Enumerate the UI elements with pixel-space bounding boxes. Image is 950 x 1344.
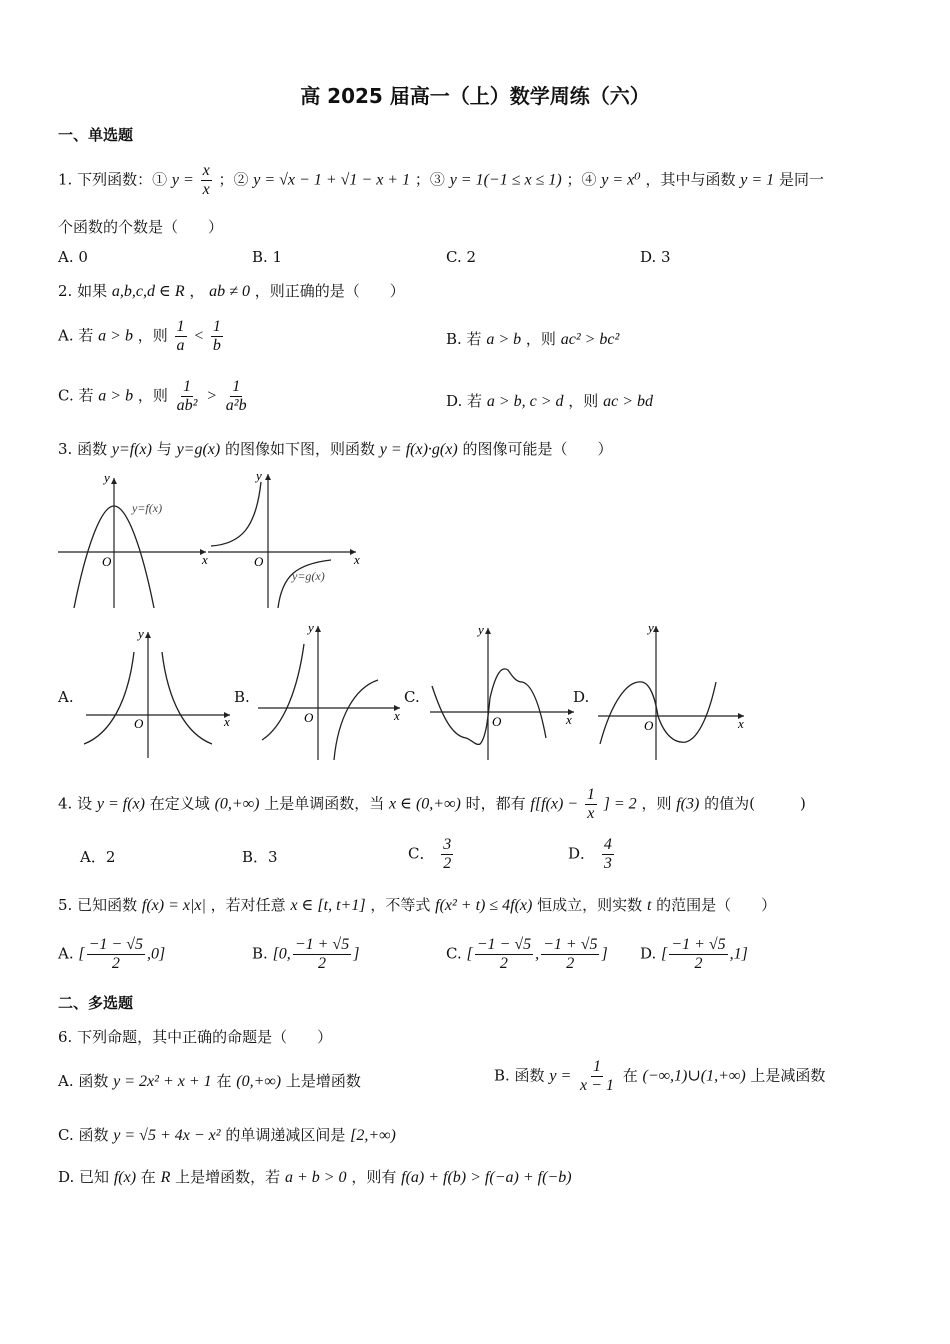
q1-option-c: C. 2: [446, 248, 477, 266]
q2-c-prefix: C. 若: [58, 386, 94, 405]
q5-cond: x ∈ [t, t+1]: [290, 897, 366, 914]
opt-a-left-branch: [84, 652, 134, 744]
opt-d-x-label: x: [738, 716, 744, 731]
q2-c-n1: 1: [183, 378, 192, 395]
q5-text5: 的范围是（ ）: [656, 896, 777, 914]
q3-given-graphs: [56, 468, 366, 613]
q1-f1-den: x: [202, 181, 210, 198]
q5-b-frac: [293, 936, 351, 973]
q5-c-d1: 2: [499, 955, 508, 972]
q2-a-n2: 1: [212, 318, 221, 335]
q2-a-d2: b: [212, 337, 221, 354]
question-1: [58, 162, 824, 199]
q1-f1-frac: [201, 162, 212, 199]
q4-option-a: A．2: [80, 848, 116, 866]
opt-b-y-label: y: [308, 620, 314, 635]
q5-d-tail: ,1]: [729, 945, 748, 963]
opt-b-origin: O: [304, 710, 314, 725]
q5-ineq: f(x² + t) ≤ 4f(x): [435, 897, 533, 914]
opt-d-origin: O: [644, 718, 654, 733]
graph-f-origin: O: [102, 554, 112, 569]
q5-b-tail: ]: [353, 945, 360, 963]
q6-a-prefix: A. 函数: [58, 1072, 109, 1090]
q5-d-frac: [669, 936, 727, 973]
q2-a-prefix: A. 若: [58, 326, 94, 345]
opt-d-y-label: y: [648, 620, 654, 635]
q6-d-cond: a + b > 0: [284, 1169, 347, 1186]
opt-b-x-label: x: [394, 708, 400, 723]
q2-d-mid: ，则: [568, 392, 599, 410]
q2-a-cond: a > b: [98, 327, 133, 345]
q5-text3: ，不等式: [370, 896, 431, 914]
q4-text2: 在定义域: [149, 794, 210, 813]
q5-d-label: D.: [640, 944, 657, 963]
q2-b-res: ac² > bc²: [560, 331, 620, 348]
q5-c-d2: 2: [566, 955, 575, 972]
q2-d-prefix: D. 若: [446, 392, 483, 410]
page-title: 高 2025 届高一（上）数学周练（六）: [300, 84, 650, 108]
q6-a-mid: 在: [216, 1072, 232, 1090]
q5-option-b: [252, 936, 359, 973]
q1-option-b: B. 1: [252, 248, 283, 266]
graph-f-y-label: y: [104, 470, 110, 485]
q5-option-a: A. [ $\frac{-1 - √5}{2}$ ,0]: [58, 936, 166, 972]
q1-sep: ；②: [218, 170, 249, 189]
q4-eq-d: x: [587, 805, 595, 822]
q4-eq-n: 1: [586, 786, 595, 803]
graph-g-x-label: x: [354, 552, 360, 567]
q3-g: y=g(x): [176, 441, 221, 458]
graph-g-y-label: y: [256, 468, 262, 483]
q6-b-frac: [578, 1058, 616, 1095]
q5-c-frac2: [541, 936, 599, 973]
q5-text2: ，若对任意: [210, 896, 286, 914]
graph-g-origin: O: [254, 554, 264, 569]
q6-option-b: [494, 1058, 825, 1095]
q6-b-d: x − 1: [580, 1077, 614, 1094]
q1-sep2: ；③: [414, 170, 445, 189]
q6-b-mid: 在: [622, 1066, 638, 1085]
q2-a-d1: a: [176, 337, 185, 354]
q4-c-frac: [441, 836, 453, 873]
q5-text4: 恒成立，则实数: [537, 896, 643, 914]
q1-f1-num: x: [202, 162, 210, 179]
q6-d-mid3: ，则有: [351, 1168, 397, 1186]
q2-cond: ab ≠ 0: [209, 283, 250, 300]
q2-a-op: <: [193, 327, 205, 345]
opt-a-y-label: y: [138, 626, 144, 641]
q6-option-d: [58, 1166, 572, 1187]
q1-f4: y = x⁰: [601, 171, 641, 189]
q4-c-d: 2: [443, 855, 452, 872]
q1-sep3: ；④: [566, 170, 597, 189]
q3-text3: 的图像可能是（ ）: [462, 440, 613, 458]
q2-d-cond: a > b, c > d: [486, 393, 564, 410]
q4-d-d: 3: [603, 855, 612, 872]
opt-c-origin: O: [492, 714, 502, 729]
opt-c-y-arrow: [485, 628, 491, 634]
q1-f1: y =: [171, 171, 194, 189]
q1-f3: y = 1(−1 ≤ x ≤ 1): [449, 171, 562, 189]
question-3: [58, 438, 612, 459]
q2-option-b: [446, 328, 619, 349]
q5-a-tail: ,0]: [147, 945, 166, 963]
q2-option-a: [58, 318, 225, 355]
q4-c-label: C．: [408, 844, 435, 863]
q3-mid: 与: [156, 440, 172, 458]
q3-option-c-label: C.: [404, 688, 420, 706]
q5-option-d: D. [ $\frac{-1 + √5}{2}$ ,1]: [640, 936, 748, 972]
q2-text1: 2. 如果: [58, 282, 108, 300]
q2-text2: ，则正确的是（ ）: [254, 282, 405, 300]
opt-d-curve: [600, 682, 716, 744]
q3-option-a-graph: [80, 622, 236, 762]
q2-a-frac1: [175, 318, 187, 355]
q2-c-frac2: [224, 378, 249, 415]
q4-d-label: D．: [568, 844, 596, 863]
q4-text1: 4. 设: [58, 794, 93, 813]
q6-b-f: y =: [549, 1067, 572, 1085]
q3-text1: 3. 函数: [58, 440, 108, 458]
q6-d-mid: 在: [140, 1168, 156, 1186]
q6-d-f: f(x): [113, 1169, 137, 1186]
q4-option-c: [408, 836, 455, 873]
q5-c-label: C.: [446, 944, 462, 963]
q6-b-n: 1: [592, 1058, 601, 1075]
q5-option-c: C. [ $\frac{-1 - √5}{2}$ , $\frac{-1 + √5}{2}$ ]: [446, 936, 608, 972]
q4-eq-right: ] = 2: [603, 795, 637, 813]
q2-a-mid: ，则: [137, 326, 168, 345]
q2-c-cond: a > b: [98, 387, 134, 405]
q6-d-mid2: 上是增函数，若: [175, 1168, 281, 1186]
q5-c-n1: −1 − √5: [476, 936, 532, 953]
q4-ask: f(3): [676, 795, 700, 813]
q6-b-prefix: B. 函数: [494, 1066, 545, 1085]
q3-option-c-graph: [426, 620, 580, 764]
q6-d-res: f(a) + f(b) > f(−a) + f(−b): [401, 1169, 572, 1186]
q1-option-a: A. 0: [58, 248, 88, 266]
q2-d-res: ac > bd: [603, 393, 653, 410]
q6-a-tail: 上是增函数: [285, 1072, 361, 1090]
graph-g-label: y=g(x): [292, 569, 325, 583]
question-2: [58, 280, 405, 301]
q6-c-prefix: C. 函数: [58, 1126, 109, 1144]
opt-b-y-arrow: [315, 626, 321, 632]
graph-g-right-branch: [278, 560, 331, 608]
q4-d-n: 4: [603, 836, 612, 853]
q2-vars: a,b,c,d ∈ R: [111, 283, 185, 300]
q3-option-a-label: A.: [58, 688, 74, 706]
q5-c-frac1: [475, 936, 533, 973]
q5-a-label: A.: [58, 944, 74, 963]
question-4: [58, 786, 806, 823]
graph-f-y-arrow: [111, 478, 117, 484]
q4-option-b: B．3: [242, 848, 278, 866]
section-single-choice: 一、单选题: [58, 126, 134, 144]
q3-option-d-graph: [594, 620, 748, 764]
q3-option-b-label: B.: [234, 688, 250, 706]
q5-b-label: B.: [252, 944, 268, 963]
q2-c-d2: a²b: [225, 397, 247, 414]
q4-eq-left: f[f(x) −: [530, 795, 579, 813]
opt-a-right-branch: [162, 652, 212, 744]
opt-d-y-arrow: [653, 626, 659, 632]
q4-cond: x ∈ (0,+∞): [389, 795, 461, 813]
opt-a-y-arrow: [145, 632, 151, 638]
q1-option-d: D. 3: [640, 248, 671, 266]
graph-g-left-branch: [211, 482, 261, 546]
q4-d-frac: [602, 836, 614, 873]
opt-c-x-label: x: [566, 712, 572, 727]
graph-g-y-arrow: [265, 474, 271, 480]
q6-c-int: [2,+∞): [350, 1127, 396, 1144]
q3-text2: 的图像如下图，则函数: [225, 440, 376, 458]
q4-c-n: 3: [443, 836, 452, 853]
q2-c-op: >: [206, 387, 218, 405]
q6-b-tail: 上是减函数: [750, 1066, 826, 1085]
q2-a-frac2: [211, 318, 223, 355]
q6-a-int: (0,+∞): [236, 1073, 282, 1090]
q6-d-r: R: [160, 1169, 171, 1186]
q1-prefix: 1. 下列函数：①: [58, 170, 168, 189]
q4-text3: 上是单调函数，当: [264, 794, 385, 813]
q4-text4: 时，都有: [465, 794, 526, 813]
q6-d-prefix: D. 已知: [58, 1168, 110, 1186]
q5-b-n: −1 + √5: [294, 936, 350, 953]
q5-b-head: [0,: [272, 945, 291, 963]
q3-option-d-label: D.: [573, 688, 590, 706]
q4-f: y = f(x): [96, 795, 145, 813]
section-multiple-choice: 二、多选题: [58, 994, 134, 1012]
q3-prod: y = f(x)·g(x): [379, 441, 458, 458]
q6-a-f: y = 2x² + x + 1: [113, 1073, 212, 1090]
q5-f: f(x) = x|x|: [141, 897, 206, 914]
q2-b-cond: a > b: [486, 331, 522, 348]
q5-a-frac: [87, 936, 145, 973]
q6-option-c: [58, 1124, 396, 1145]
graph-f: [58, 470, 208, 608]
q1-tail2: 是同一: [778, 170, 824, 189]
graph-f-label: y=f(x): [132, 501, 163, 515]
opt-c-y-label: y: [478, 622, 484, 637]
q2-c-d1: ab²: [176, 397, 198, 414]
q5-b-d: 2: [318, 955, 326, 972]
question-6: 6. 下列命题，其中正确的命题是（ ）: [58, 1028, 333, 1046]
opt-b-right-branch: [334, 680, 378, 760]
q2-c-frac1: [175, 378, 200, 415]
q5-d-d: 2: [694, 955, 703, 972]
q5-text1: 5. 已知函数: [58, 896, 138, 914]
q1-tail: ，其中与函数: [645, 170, 736, 189]
q2-option-d: [446, 390, 653, 411]
q5-d-n: −1 + √5: [671, 936, 726, 953]
opt-c-curve: [432, 669, 546, 745]
graph-f-x-label: x: [202, 552, 208, 567]
q1-line2: 个函数的个数是（ ）: [58, 218, 224, 236]
q1-f2: y = √x − 1 + √1 − x + 1: [253, 171, 411, 189]
q2-b-mid: ，则: [525, 330, 556, 348]
q6-c-f: y = √5 + 4x − x²: [113, 1127, 221, 1144]
q5-c-n2: −1 + √5: [543, 936, 598, 953]
q5-t: t: [646, 897, 652, 914]
q1-f5: y = 1: [740, 171, 775, 189]
opt-b-left-branch: [262, 644, 304, 740]
q2-sep: ，: [189, 282, 205, 300]
q2-c-n2: 1: [232, 378, 241, 395]
q3-f: y=f(x): [111, 441, 152, 458]
q2-b-prefix: B. 若: [446, 330, 482, 348]
q5-a-d: 2: [111, 955, 120, 972]
q4-dom: (0,+∞): [214, 795, 260, 813]
opt-a-x-label: x: [224, 714, 230, 729]
q4-option-d: [568, 836, 616, 873]
q6-b-int: (−∞,1)∪(1,+∞): [642, 1067, 746, 1085]
graph-g: [208, 468, 360, 608]
question-5: [58, 894, 776, 915]
q4-eq-frac: [585, 786, 597, 823]
opt-a-origin: O: [134, 716, 144, 731]
q2-c-mid: ，则: [137, 386, 168, 405]
q6-c-mid: 的单调递减区间是: [225, 1126, 346, 1144]
q5-a-n: −1 − √5: [88, 936, 143, 953]
q2-a-n1: 1: [176, 318, 185, 335]
q2-option-c: [58, 378, 251, 415]
q4-text5: ，则: [641, 794, 672, 813]
q3-option-b-graph: [254, 618, 406, 764]
q6-option-a: [58, 1070, 361, 1091]
q4-text6: 的值为( ): [704, 794, 806, 813]
